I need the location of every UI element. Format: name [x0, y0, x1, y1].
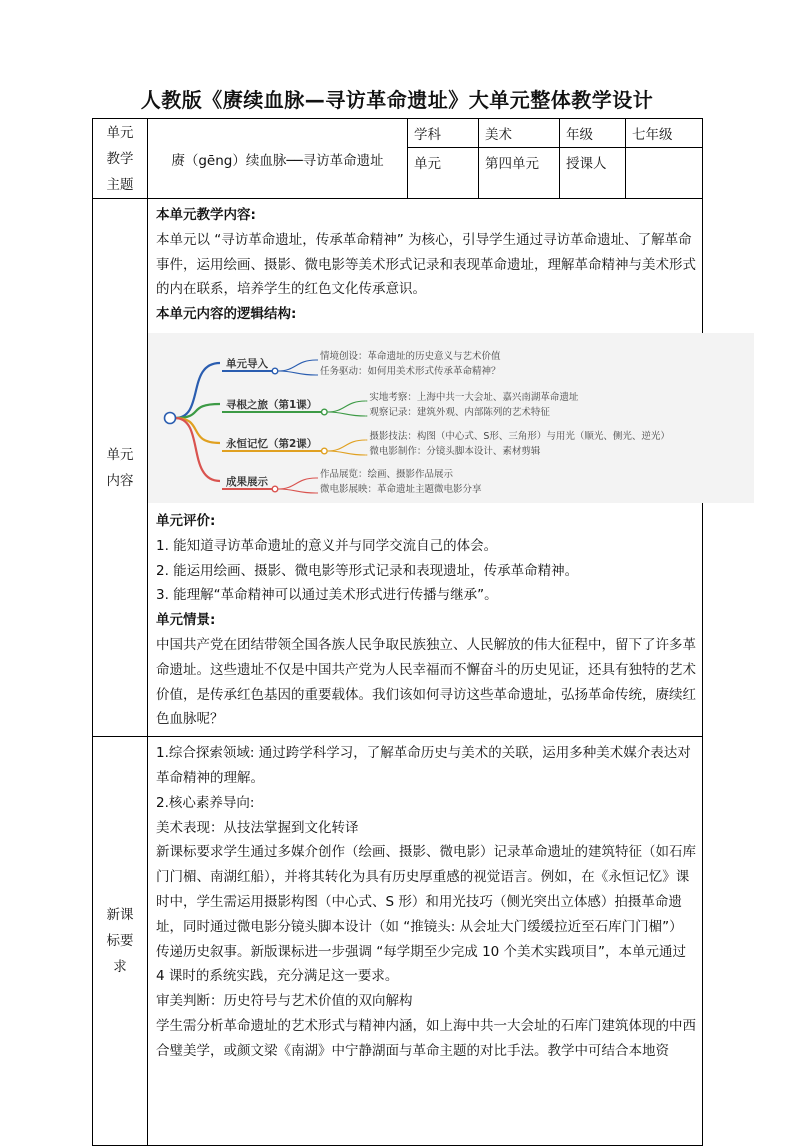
mindmap-leaf-link [278, 489, 316, 493]
mindmap-leaf-label: 摄影技法：构图（中心式、S形、三角形）与用光（顺光、侧光、逆光） [369, 430, 670, 442]
mindmap-branch-label: 寻根之旅（第1课） [226, 398, 318, 411]
subject-value: 美术 [479, 119, 560, 148]
evaluation-item-2: 2. 能运用绘画、摄影、微电影等形式记录和表现遗址，传承革命精神。 [156, 562, 579, 579]
mindmap-branch-link [175, 418, 220, 481]
unit-content-cell [148, 199, 703, 737]
standards-cell [148, 737, 703, 1146]
standards-label: 新课 标要 求 [93, 737, 148, 1146]
mindmap-leaf-label: 实地考察：上海中共一大会址、嘉兴南湖革命遗址 [369, 391, 579, 403]
evaluation-item-3: 3. 能理解“革命精神可以通过美术形式进行传播与继承”。 [156, 587, 498, 604]
topic-label: 单元 教学 主题 [93, 119, 148, 199]
mindmap-leaf-label: 微电影展映：革命遗址主题微电影分享 [320, 483, 482, 495]
mindmap-root-node [165, 412, 176, 423]
mindmap-branch-node [322, 448, 328, 454]
teacher-label: 授课人 [560, 148, 626, 199]
mindmap-branch-link [175, 418, 220, 443]
evaluation-heading: 单元评价: [156, 512, 216, 529]
mindmap-leaf-link [327, 412, 365, 416]
teaching-heading: 本单元教学内容: [156, 207, 256, 223]
teacher-value [626, 148, 703, 199]
mindmap-leaf-label: 微电影制作：分镜头脚本设计、素材剪辑 [369, 445, 541, 457]
standards-p1: 1.综合探索领域: 通过跨学科学习，了解革命历史与美术的关联，运用多种美术媒介表达对革命精神的理解。 [156, 745, 691, 786]
page-title: 人教版《赓续血脉—寻访革命遗址》大单元整体教学设计 [140, 88, 654, 112]
mindmap-leaf-link [327, 451, 365, 455]
unit-label: 单元 [408, 148, 479, 199]
mindmap-branch-label: 永恒记忆（第2课） [226, 437, 318, 450]
teaching-text: 本单元以 “寻访革命遗址，传承革命精神” 为核心，引导学生通过寻访革命遗址、了解革命事件，运用绘画、摄影、微电影等美术形式记录和表现革命遗址，理解革命精神与美术形式的内在联系，培养学生的红色文化传承意识。 [156, 231, 696, 298]
mindmap-leaf-link [278, 478, 316, 489]
standards-p4: 新课标要求学生通过多媒介创作（绘画、摄影、微电影）记录革命遗址的建筑特征（如石库门门楣、南湖红船），并将其转化为具有历史厚重感的视觉语言。例如，在《永恒记忆》课时中，学生需运用摄影构图（中心式、S 形）和用光技巧（侧光突出立体感）拍摄革命遗址，同时通过微电影分镜头脚本设计（如 “推镜头: 从会址大门缓缓拉近至石库门门楣”）传递历史叙事。新版课标进一步强调 “每学期至少完成 10 个美术实践项目”，本单元通过 4 课时的系统实践，充分满足这一要求。 [156, 844, 696, 985]
mindmap-leaf-label: 任务驱动：如何用美术形式传承革命精神？ [320, 365, 501, 377]
mindmap-branch-node [272, 368, 278, 374]
mindmap-branch-node [322, 409, 328, 415]
standards-p5: 审美判断：历史符号与艺术价值的双向解构 [156, 993, 413, 1010]
mindmap-leaf-label: 作品展览：绘画、摄影作品展示 [320, 468, 454, 480]
unit-value: 第四单元 [479, 148, 560, 199]
scenario-text: 中国共产党在团结带领全国各族人民争取民族独立、人民解放的伟大征程中，留下了许多革命遗址。这些遗址不仅是中国共产党为人民幸福而不懈奋斗的历史见证，还具有独特的艺术价值，是传承红色基因的重要载体。我们该如何寻访这些革命遗址，弘扬革命传统，赓续红色血脉呢？ [156, 636, 696, 728]
standards-p2: 2.核心素养导向: [156, 794, 255, 811]
subject-label: 学科 [408, 119, 479, 148]
mindmap-branch-node [272, 486, 278, 492]
mindmap-leaf-link [327, 401, 365, 412]
mindmap-leaf-link [327, 440, 365, 451]
grade-value: 七年级 [626, 119, 703, 148]
mindmap-leaf-link [278, 371, 316, 375]
scenario-heading: 单元情景: [156, 612, 216, 629]
mindmap-leaf-label: 观察记录：建筑外观、内部陈列的艺术特征 [369, 406, 550, 418]
unit-topic: 赓（gēng）续血脉──寻访革命遗址 [148, 119, 408, 199]
lesson-design-table [92, 118, 703, 1146]
mindmap-svg [148, 333, 748, 503]
standards-p6: 学生需分析革命遗址的艺术形式与精神内涵，如上海中共一大会址的石库门建筑体现的中西合璧美学，或颜文梁《南湖》中宁静湖面与革命主题的对比手法。教学中可结合本地资 [156, 1017, 696, 1059]
content-label: 单元 内容 [93, 199, 148, 737]
grade-label: 年级 [560, 119, 626, 148]
mindmap-leaf-link [278, 360, 316, 371]
mindmap-branch-label: 单元导入 [226, 357, 268, 370]
mindmap-leaf-label: 情境创设：革命遗址的历史意义与艺术价值 [320, 350, 501, 362]
mindmap-branch-label: 成果展示 [226, 475, 268, 488]
standards-p3: 美术表现：从技法掌握到文化转译 [156, 819, 359, 836]
mindmap [148, 333, 754, 503]
structure-heading: 本单元内容的逻辑结构: [156, 306, 297, 323]
evaluation-item-1: 1. 能知道寻访革命遗址的意义并与同学交流自己的体会。 [156, 537, 498, 554]
